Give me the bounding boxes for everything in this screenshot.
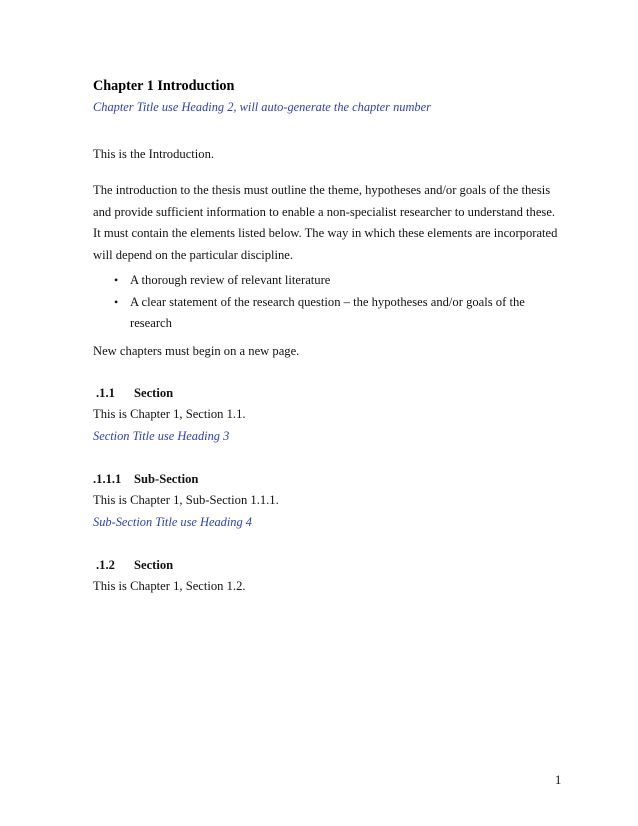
list-item-text: research [130,316,172,330]
intro-paragraph-line: will depend on the particular discipline. [93,247,294,262]
bullet-icon: • [114,294,119,309]
new-chapter-note: New chapters must begin on a new page. [93,344,300,358]
page-number: 1 [555,773,562,787]
subsection-1-1-1-body: This is Chapter 1, Sub-Section 1.1.1. [93,493,279,507]
requirements-list [112,270,552,335]
subsection-heading-1-1-1 [93,469,563,489]
subsection-number: .1.1.1 [93,472,122,486]
intro-paragraph-line: The introduction to the thesis must outline the theme, hypotheses and/or goals of the thesis [93,183,551,197]
list-item [112,270,552,292]
section-heading-1-2 [96,555,566,575]
section-1-1-body: This is Chapter 1, Section 1.1. [93,407,246,421]
chapter-style-note: Chapter Title use Heading 2, will auto-generate the chapter number [93,100,431,114]
list-item-text: A thorough review of relevant literature [130,273,331,287]
chapter-heading: Chapter 1 Introduction [93,78,235,94]
list-item [112,292,552,335]
section-number: .1.1 [96,386,115,400]
intro-paragraph [93,180,563,266]
section-style-note: Section Title use Heading 3 [93,429,230,443]
section-heading-1-1 [96,383,566,403]
intro-line: This is the Introduction. [93,147,215,161]
section-title: Section [134,558,174,572]
list-item-text: A clear statement of the research question – the hypotheses and/or goals of the [130,294,525,309]
bullet-icon: • [114,273,119,287]
subsection-style-note: Sub-Section Title use Heading 4 [93,515,252,529]
section-number: .1.2 [96,558,115,572]
section-1-2-body: This is Chapter 1, Section 1.2. [93,579,246,593]
intro-paragraph-line: and provide sufficient information to enable a non-specialist researcher to understand these. [93,204,556,219]
intro-paragraph-line: It must contain the elements listed below. The way in which these elements are incorporated [93,226,558,240]
section-title: Section [134,386,174,400]
subsection-title: Sub-Section [134,472,199,486]
